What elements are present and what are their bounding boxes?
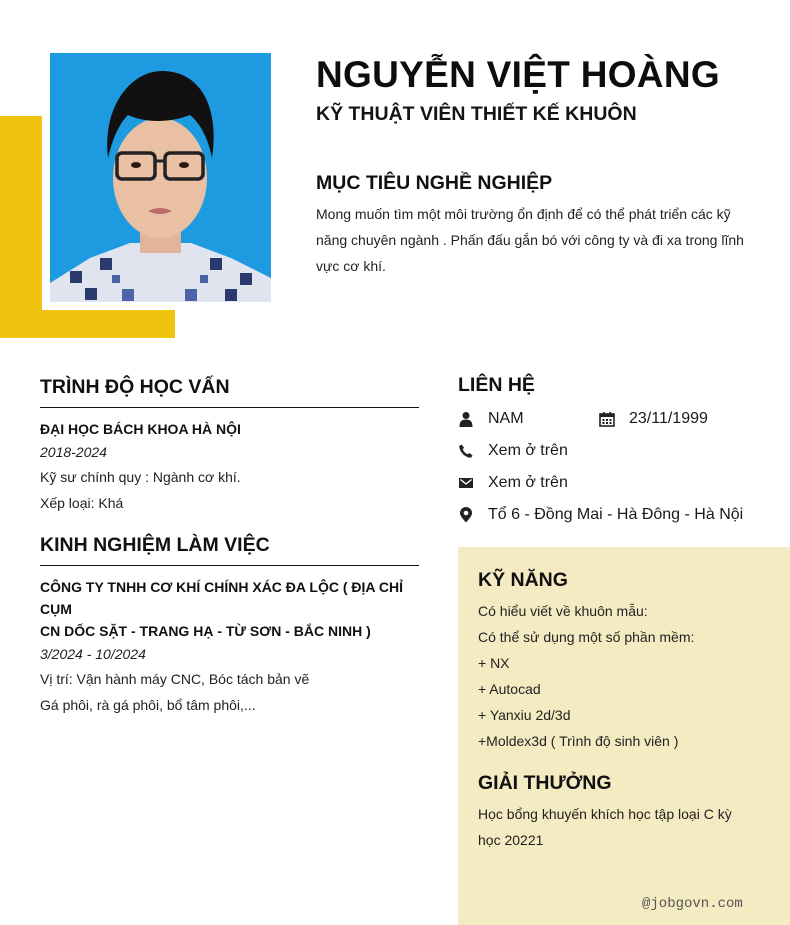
education-section [40, 376, 419, 516]
contact-address-value: Tổ 6 - Đồng Mai - Hà Đông - Hà Nội [488, 506, 744, 523]
skills-line: Có hiểu viết về khuôn mẫu: [478, 603, 648, 619]
experience-heading: KINH NGHIỆM LÀM VIỆC [40, 534, 419, 566]
person-icon [458, 411, 474, 427]
decorative-yellow-bar-vertical [0, 116, 42, 338]
skills-awards-panel [458, 547, 790, 925]
education-period: 2018-2024 [40, 444, 107, 460]
skills-line: + Yanxiu 2d/3d [478, 707, 571, 723]
education-line: Kỹ sư chính quy : Ngành cơ khí. [40, 469, 241, 485]
decorative-yellow-bar-horizontal [0, 310, 175, 338]
contact-gender [458, 410, 599, 428]
awards-section [478, 772, 770, 853]
career-objective-section [316, 172, 746, 279]
skills-line: + NX [478, 655, 510, 671]
skills-line: Có thể sử dụng một số phần mềm: [478, 629, 695, 645]
awards-heading: GIẢI THƯỞNG [478, 772, 612, 794]
experience-period: 3/2024 - 10/2024 [40, 646, 146, 662]
left-column [40, 376, 419, 718]
contact-phone-value: Xem ở trên [488, 442, 568, 459]
experience-company: CN DỐC SẶT - TRANG HẠ - TỪ SƠN - BẮC NINH ) [40, 623, 371, 639]
career-objective-line: Mong muốn tìm một môi trường ổn định để có thể phát triển các kỹ [316, 206, 731, 222]
skills-line: +Moldex3d ( Trình độ sinh viên ) [478, 733, 679, 749]
contact-section [458, 374, 778, 531]
awards-line: Học bổng khuyến khích học tập loại C kỳ [478, 806, 732, 822]
watermark: @jobgovn.com [642, 896, 743, 912]
contact-row-phone [458, 435, 778, 467]
candidate-name: NGUYỄN VIỆT HOÀNG [316, 54, 720, 95]
section-spacer [478, 754, 770, 772]
skills-section [478, 569, 770, 754]
skills-line: + Autocad [478, 681, 541, 697]
email-icon [458, 475, 474, 491]
contact-birthday-value: 23/11/1999 [629, 410, 708, 427]
candidate-job-title: KỸ THUẬT VIÊN THIẾT KẾ KHUÔN [316, 103, 637, 125]
contact-row-address [458, 499, 778, 531]
education-heading: TRÌNH ĐỘ HỌC VẤN [40, 376, 419, 408]
experience-line: Gá phôi, rà gá phôi, bổ tâm phôi,... [40, 697, 256, 713]
section-spacer [40, 516, 419, 534]
calendar-icon [599, 411, 615, 427]
career-objective-heading: MỤC TIÊU NGHỀ NGHIỆP [316, 172, 553, 194]
phone-icon [458, 443, 474, 459]
education-line: Xếp loại: Khá [40, 495, 124, 511]
contact-row-gender-birthday [458, 403, 778, 435]
education-school: ĐẠI HỌC BÁCH KHOA HÀ NỘI [40, 421, 241, 437]
contact-email-value: Xem ở trên [488, 474, 568, 491]
skills-heading: KỸ NĂNG [478, 569, 568, 591]
contact-row-email [458, 467, 778, 499]
awards-line: học 20221 [478, 832, 544, 848]
contact-gender-value: NAM [488, 410, 524, 427]
career-objective-line: vực cơ khí. [316, 258, 386, 274]
profile-photo [50, 53, 271, 302]
contact-heading: LIÊN HỆ [458, 374, 535, 396]
experience-line: Vị trí: Vận hành máy CNC, Bóc tách bản vẽ [40, 671, 310, 687]
location-pin-icon [458, 507, 474, 523]
career-objective-line: năng chuyên ngành . Phấn đấu gắn bó với công ty và đi xa trong lĩnh [316, 232, 744, 248]
experience-company: CÔNG TY TNHH CƠ KHÍ CHÍNH XÁC ĐA LỘC ( ĐỊA CHỈ CỤM [40, 579, 403, 617]
profile-photo-illustration [50, 53, 271, 302]
experience-section [40, 534, 419, 718]
